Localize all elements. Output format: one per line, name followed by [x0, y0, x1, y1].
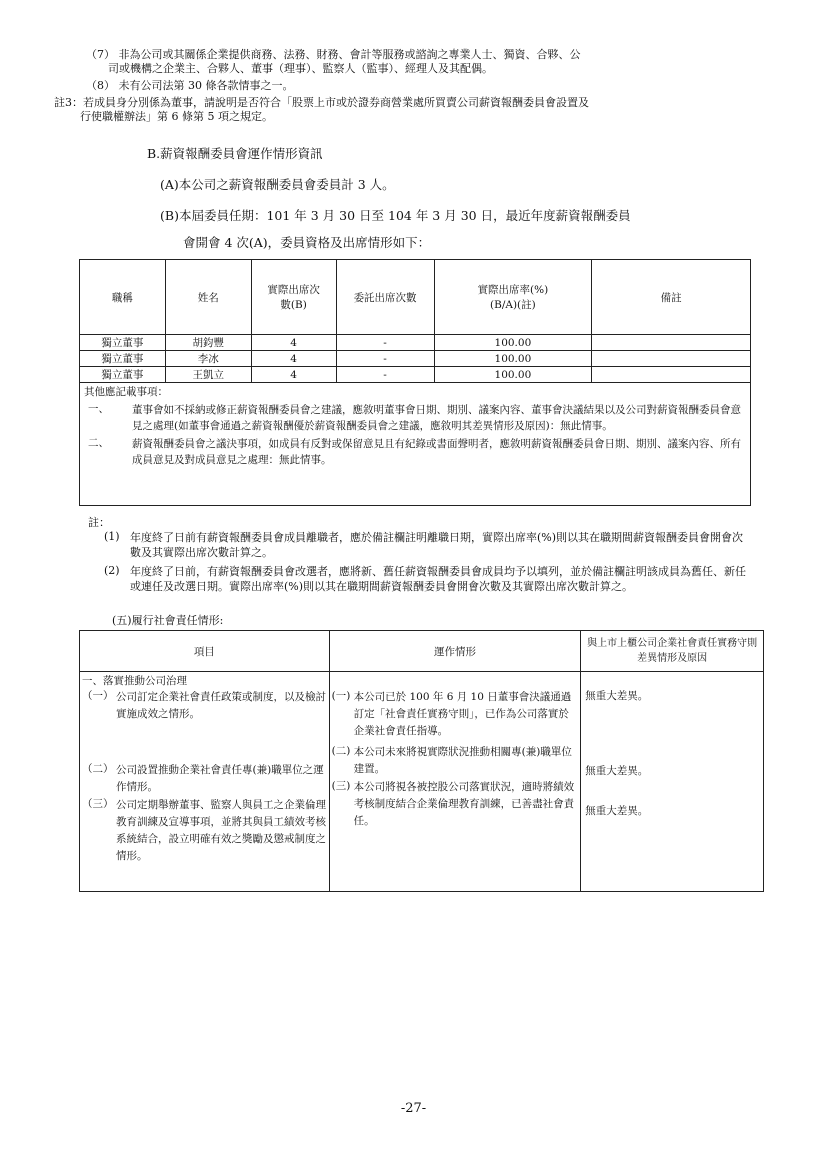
note-1 — [104, 530, 752, 560]
header-remarks: 備註 — [592, 260, 751, 335]
cell-remarks — [592, 367, 751, 383]
cell-remarks — [592, 335, 751, 351]
csr-item-2-text: 公司設置推動企業社會責任專(兼)職單位之運作情形。 — [116, 764, 324, 793]
table-row — [80, 367, 751, 383]
cell-title: 獨立董事 — [80, 367, 166, 383]
section-b-line-a: (A)本公司之薪資報酬委員會委員計 3 人。 — [160, 177, 395, 192]
csr-header-row — [80, 631, 764, 672]
header-attendance-rate: 實際出席率(%) (B/A)(註) — [434, 260, 592, 335]
other-notes-title: 其他應記載事項： — [84, 386, 168, 398]
csr-diff-1: 無重大差異。 — [585, 690, 649, 702]
section-b-title: B.薪資報酬委員會運作情形資訊 — [147, 146, 323, 161]
cell-name: 王凱立 — [165, 367, 251, 383]
criteria-line-8: （8） 未有公司法第 30 條各款情事之一。 — [86, 79, 294, 92]
csr-op-1-number: (一) — [331, 690, 351, 702]
cell-name: 胡鈞豐 — [165, 335, 251, 351]
csr-op-2-number: (二) — [331, 745, 351, 757]
cell-actual: 4 — [251, 367, 336, 383]
section-e-title: (五)履行社會責任情形: — [112, 614, 224, 627]
csr-item-2-number: （二） — [82, 763, 114, 775]
table-row — [80, 335, 751, 351]
table-row — [80, 351, 751, 367]
criteria-line-7a: （7） 非為公司或其關係企業提供商務、法務、財務、會計等服務或諮詢之專業人士、獨資、合夥、公 — [86, 48, 581, 61]
csr-items-cell — [80, 672, 330, 892]
criteria-line-7b: 司或機構之企業主、合夥人、董事（理事）、監察人（監事）、經理人及其配偶。 — [108, 62, 493, 75]
page-number: -27- — [400, 1101, 427, 1116]
notes-label: 註： — [88, 516, 110, 529]
note-2-number: (2) — [104, 564, 120, 577]
cell-rate: 100.00 — [434, 367, 592, 383]
note-2 — [104, 564, 752, 594]
csr-op-2 — [332, 744, 579, 778]
section-b-line-b2: 會開會 4 次(A)，委員資格及出席情形如下： — [183, 235, 431, 250]
note1-text: 董事會如不採納或修正薪資報酬委員會之建議，應敘明董事會日期、期別、議案內容、董事會決議結果以及公司對薪資報酬委員會意見之處理(如董事會通過之薪資報酬優於薪資報酬委員會之建議，應敘明其差異情形及原因)：無此情事。 — [132, 404, 741, 432]
cell-remarks — [592, 351, 751, 367]
csr-section-title: 一、落實推動公司治理 — [82, 675, 187, 687]
csr-diff-2: 無重大差異。 — [585, 765, 649, 777]
header-actual-attendance: 實際出席次數(B) — [251, 260, 336, 335]
csr-difference-cell — [581, 672, 764, 892]
csr-item-1-text: 公司訂定企業社會責任政策或制度，以及檢討實施成效之情形。 — [116, 691, 326, 720]
csr-item-1-number: （一） — [82, 690, 114, 702]
csr-op-2-text: 本公司未來將視實際狀況推動相關專(兼)職單位建置。 — [353, 746, 572, 775]
csr-op-1-text: 本公司已於 100 年 6 月 10 日董事會決議通過訂定「社會責任實務守則」，已作為公司落實於企業社會責任指導。 — [353, 691, 572, 737]
other-notes-row — [80, 383, 751, 506]
csr-diff-3: 無重大差異。 — [585, 805, 649, 817]
csr-body-row — [80, 672, 764, 892]
csr-item-3-text: 公司定期舉辦董事、監察人與員工之企業倫理教育訓練及宣導事項，並將其與員工績效考核系統結合，設立明確有效之獎勵及懲戒制度之情形。 — [116, 799, 326, 862]
cell-title: 獨立董事 — [80, 351, 166, 367]
csr-item-2 — [82, 762, 327, 796]
csr-item-3-number: （三） — [82, 798, 114, 810]
note-2-text: 年度終了日前，有薪資報酬委員會改選者，應將新、舊任薪資報酬委員會成員均予以填列，並於備註欄註明該成員為舊任、新任或連任及改選日期。實際出席率(%)則以其在職期間薪資報酬委員會開會次數及其實際出席次數計算之。 — [130, 565, 746, 593]
note3-line-2: 行使職權辦法」第 6 條第 5 項之規定。 — [80, 110, 273, 123]
cell-proxy: - — [336, 351, 434, 367]
cell-name: 李冰 — [165, 351, 251, 367]
cell-proxy: - — [336, 367, 434, 383]
csr-op-3-number: (三) — [331, 780, 351, 792]
cell-actual: 4 — [251, 351, 336, 367]
header-title: 職稱 — [80, 260, 166, 335]
csr-op-1 — [332, 689, 579, 740]
csr-op-3-text: 本公司將視各被控股公司落實狀況，適時將績效考核制度結合企業倫理教育訓練，已善盡社會責任。 — [353, 781, 575, 827]
header-name: 姓名 — [165, 260, 251, 335]
header-proxy-attendance: 委託出席次數 — [336, 260, 434, 335]
header-item: 項目 — [80, 631, 330, 672]
cell-title: 獨立董事 — [80, 335, 166, 351]
csr-table — [79, 630, 764, 892]
note2-number: 二、 — [88, 437, 109, 449]
note1-number: 一、 — [88, 403, 109, 415]
note3-line-1: 註3：若成員身分別係為董事，請說明是否符合「股票上市或於證券商營業處所買賣公司薪資報酬委員會設置及 — [54, 96, 589, 109]
section-b-line-b1: (B)本屆委員任期：101 年 3 月 30 日至 104 年 3 月 30 日，最近年度薪資報酬委員 — [160, 208, 631, 223]
csr-op-3 — [332, 779, 579, 830]
header-difference: 與上市上櫃公司企業社會責任實務守則差異情形及原因 — [581, 631, 764, 672]
cell-actual: 4 — [251, 335, 336, 351]
table-header-row — [80, 260, 751, 335]
csr-operations-cell — [329, 672, 581, 892]
csr-item-3 — [82, 797, 327, 865]
cell-rate: 100.00 — [434, 335, 592, 351]
other-notes-cell — [80, 383, 751, 506]
note-1-number: (1) — [104, 530, 120, 543]
cell-rate: 100.00 — [434, 351, 592, 367]
note2-text: 薪資報酬委員會之議決事項，如成員有反對或保留意見且有紀錄或書面聲明者，應敘明薪資報酬委員會日期、期別、議案內容、所有成員意見及對成員意見之處理：無此情事。 — [132, 438, 741, 466]
committee-attendance-table — [79, 259, 751, 506]
csr-item-1 — [82, 689, 327, 723]
cell-proxy: - — [336, 335, 434, 351]
header-operation: 運作情形 — [329, 631, 581, 672]
note-1-text: 年度終了日前有薪資報酬委員會成員離職者，應於備註欄註明離職日期，實際出席率(%)則以其在職期間薪資報酬委員會開會次數及其實際出席次數計算之。 — [130, 531, 744, 559]
